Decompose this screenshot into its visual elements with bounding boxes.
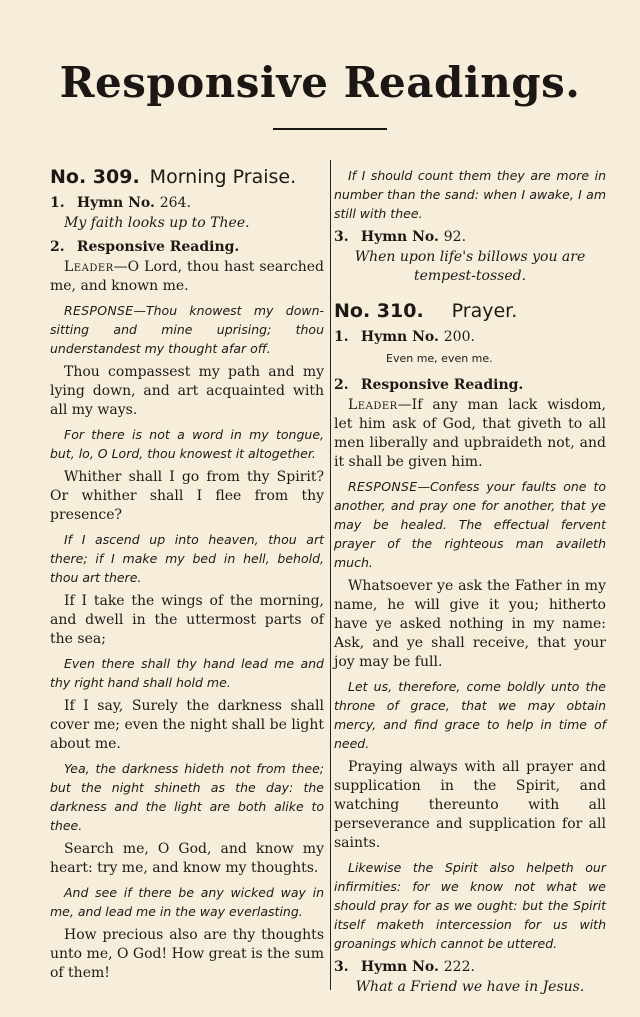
leader-verse: How precious also are thy thoughts unto me, O God! How great is the sum of them! <box>50 927 324 981</box>
item-number: 2. <box>334 377 349 393</box>
item-label: Hymn No. <box>360 229 439 245</box>
hymn-item <box>334 328 606 347</box>
hymn-item <box>334 228 606 247</box>
leader-text: —If any man lack wisdom, let him ask of God, that giveth to all men liberally and upbraideth not, and it shall be given him. <box>334 397 606 470</box>
leader-verse: If I say, Surely the darkness shall cover me; even the night shall be light about me. <box>50 698 324 752</box>
title-rule <box>273 128 387 130</box>
hymn-item <box>334 958 606 977</box>
reading-item <box>50 238 324 257</box>
item-number: 1. <box>334 329 349 345</box>
left-column <box>50 166 324 988</box>
item-number: 2. <box>50 239 65 255</box>
section-heading-309 <box>50 166 324 188</box>
section-number: No. 310. <box>334 300 424 322</box>
leader-verse <box>50 258 324 296</box>
column-divider <box>330 160 331 990</box>
section-name: Morning Praise. <box>149 166 297 188</box>
response-label: RESPONSE <box>348 479 418 494</box>
hymn-first-line: My faith looks up to Thee. <box>64 215 250 231</box>
leader-text: —O Lord, thou hast searched me, and known me. <box>50 259 324 294</box>
response-verse <box>334 477 606 572</box>
response-verse: If I should count them they are more in number than the sand: when I awake, I am still with thee. <box>334 168 606 221</box>
section-number: No. 309. <box>50 166 140 188</box>
right-column <box>334 166 606 1002</box>
hymn-number: 264. <box>159 195 191 211</box>
item-label: Hymn No. <box>76 195 155 211</box>
hymn-number: 222. <box>443 959 475 975</box>
section-heading-310 <box>334 300 606 322</box>
leader-verse: Whither shall I go from thy Spirit? Or whither shall I flee from thy presence? <box>50 469 324 523</box>
hymn-first-line: Even me, even me. <box>386 352 493 365</box>
response-label: RESPONSE <box>64 303 134 318</box>
response-text: —Confess your faults one to another, and pray one for another, that ye may be healed. The effectual fervent prayer of the righteous man availeth much. <box>334 479 606 570</box>
item-label: Hymn No. <box>360 959 439 975</box>
section-name: Prayer. <box>451 300 518 322</box>
hymn-number: 92. <box>443 229 467 245</box>
response-verse: Yea, the darkness hideth not from thee; but the night shineth as the day: the darkness and the light are both alike to thee. <box>50 761 324 833</box>
leader-verse: Search me, O God, and know my heart: try me, and know my thoughts. <box>50 841 324 876</box>
item-number: 1. <box>50 195 65 211</box>
page-title: Responsive Readings. <box>59 58 581 107</box>
item-label: Responsive Reading. <box>360 377 524 393</box>
item-label: Responsive Reading. <box>76 239 240 255</box>
leader-label: Leader <box>348 397 398 413</box>
leader-verse: Praying always with all prayer and supplication in the Spirit, and watching thereunto with all perseverance and supplication for all saints. <box>334 759 606 851</box>
response-verse <box>50 301 324 358</box>
response-verse: Likewise the Spirit also helpeth our infirmities: for we know not what we should pray for as we ought: but the Spirit itself maketh intercession for us with groanings which cannot be uttered. <box>334 860 606 951</box>
response-verse: Even there shall thy hand lead me and thy right hand shall hold me. <box>50 656 324 690</box>
hymn-number: 200. <box>443 329 475 345</box>
response-verse: Let us, therefore, come boldly unto the throne of grace, that we may obtain mercy, and find grace to help in time of need. <box>334 679 606 751</box>
reading-item <box>334 376 606 395</box>
response-text: —Thou knowest my down-sitting and mine uprising; thou understandest my thought afar off. <box>50 303 324 356</box>
item-label: Hymn No. <box>360 329 439 345</box>
hymn-first-line: What a Friend we have in Jesus. <box>355 979 585 995</box>
item-number: 3. <box>334 229 349 245</box>
leader-label: Leader <box>64 259 114 275</box>
leader-verse: If I take the wings of the morning, and dwell in the uttermost parts of the sea; <box>50 593 324 647</box>
leader-verse: Thou compassest my path and my lying down, and art acquainted with all my ways. <box>50 364 324 418</box>
response-verse: For there is not a word in my tongue, but, lo, O Lord, thou knowest it altogether. <box>50 427 324 461</box>
response-verse: If I ascend up into heaven, thou art there; if I make my bed in hell, behold, thou art there. <box>50 532 324 585</box>
response-verse: And see if there be any wicked way in me, and lead me in the way everlasting. <box>50 885 324 919</box>
leader-verse: Whatsoever ye ask the Father in my name, he will give it you; hitherto have ye asked nothing in my name: Ask, and ye shall receive, that your joy may be full. <box>334 578 606 670</box>
hymn-first-line: When upon life's billows you are tempest-tossed. <box>354 249 586 284</box>
leader-verse <box>334 396 606 472</box>
hymn-item <box>50 194 324 213</box>
item-number: 3. <box>334 959 349 975</box>
